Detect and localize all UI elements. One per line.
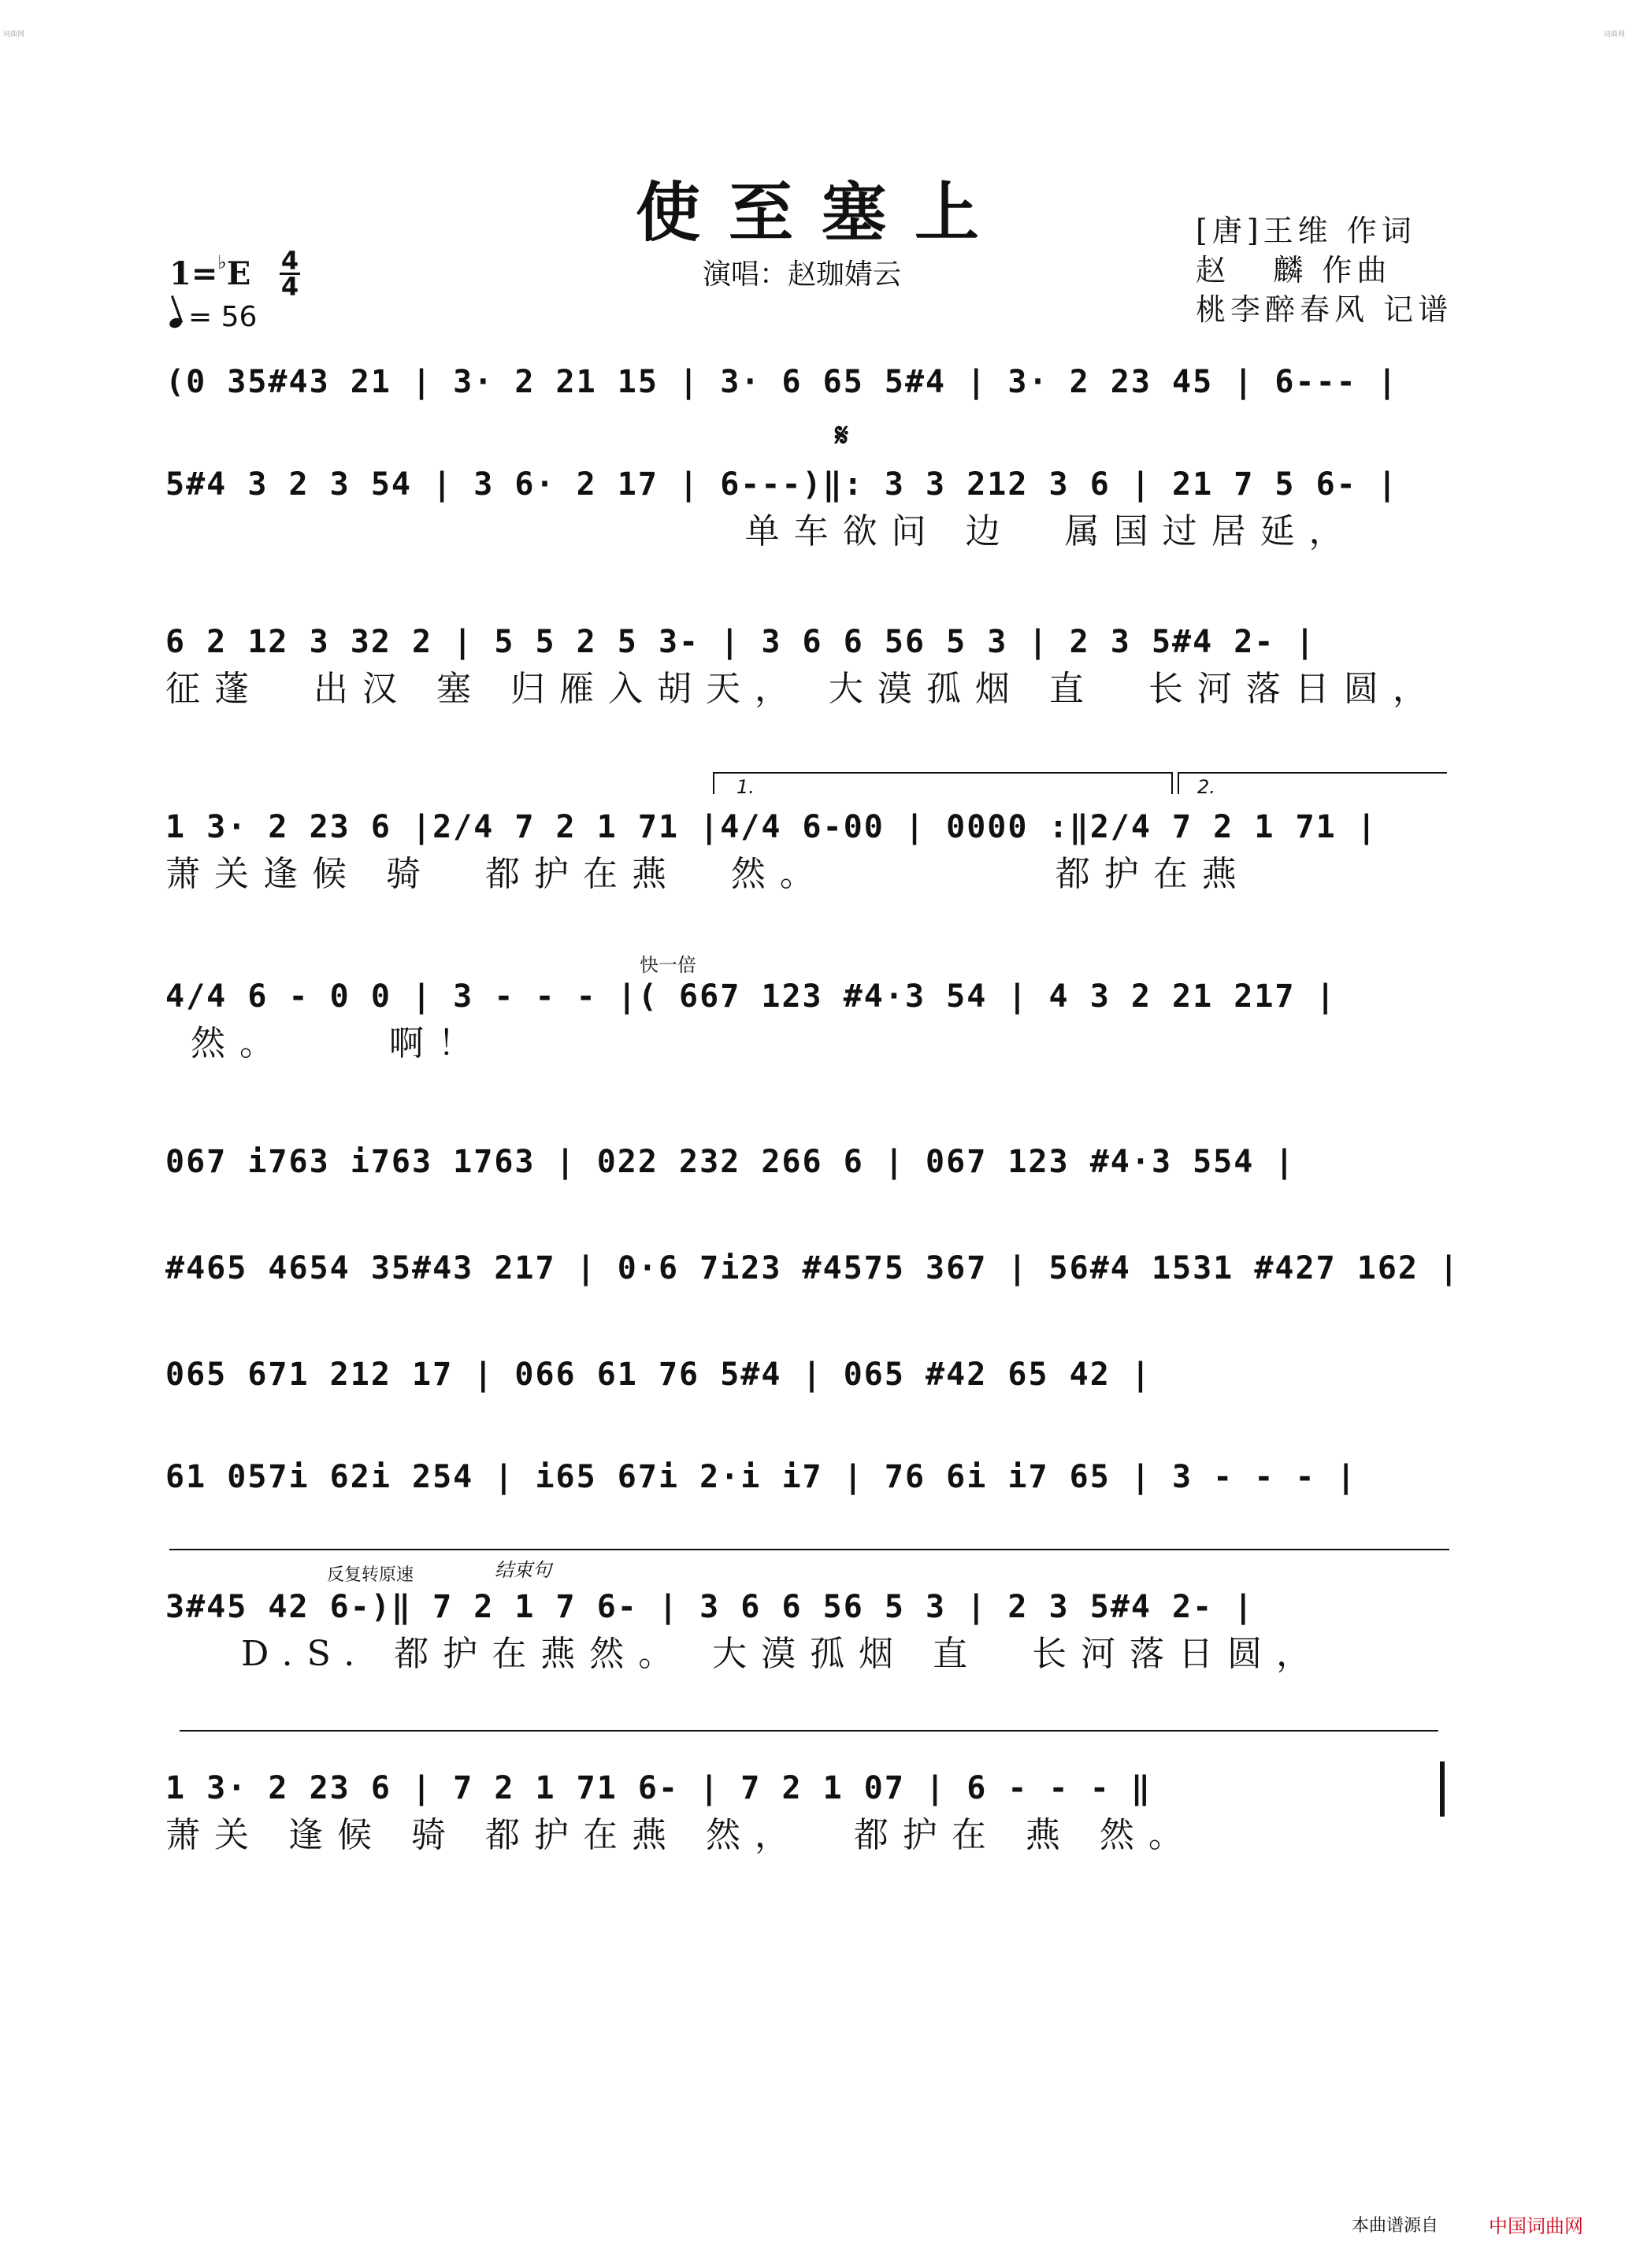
transcriber-credit: 桃李醉春风 记谱 xyxy=(1196,292,1453,327)
quarter-note-icon xyxy=(168,317,183,330)
staff-notes: 1 3· 2 23 6 | 7 2 1 71 6- | 7 2 1 07 | 6 - - - ‖ xyxy=(165,1770,1152,1806)
staff-notes: 4/4 6 - 0 0 | 3 - - - |( 667 123 #4·3 54 | 4 3 2 21 217 | xyxy=(165,978,1337,1015)
staff-lyrics: 萧关 逢候 骑 都护在燕 然， 都护在 燕 然。 xyxy=(165,1815,1197,1855)
staff-lyrics: 然。 啊！ xyxy=(165,1023,487,1063)
composer-credit: 赵 麟 作曲 xyxy=(1196,253,1392,288)
singer-credit: 演唱：赵珈婧云 xyxy=(703,258,902,291)
ending-phrase-label: 结束句 xyxy=(495,1559,551,1581)
tempo-marking xyxy=(169,301,257,333)
staff-notes: #465 4654 35#43 217 | 0·6 7i23 #4575 367 | 56#4 1531 #427 162 | xyxy=(165,1250,1460,1286)
segno-sign: 𝄋 xyxy=(835,418,849,454)
staff-7 xyxy=(165,1245,1460,1292)
staff-2 xyxy=(165,461,1449,555)
staff-notes: 6 2 12 3 32 2 | 5 5 2 5 3- | 3 6 6 56 5 3 | 2 3 5#4 2- | xyxy=(165,624,1316,660)
staff-notes: (0 35#43 21 | 3· 2 21 15 | 3· 6 65 5#4 | 3· 2 23 45 | 6--- | xyxy=(165,364,1398,400)
volta-bracket-2 xyxy=(1178,772,1447,794)
time-signature xyxy=(280,246,300,302)
tempo-value: = 56 xyxy=(188,301,258,333)
final-barline xyxy=(1440,1761,1445,1817)
staff-notes: 5#4 3 2 3 54 | 3 6· 2 17 | 6---)‖: 3 3 212 3 6 | 21 7 5 6- | xyxy=(165,466,1398,503)
staff-9 xyxy=(165,1453,1449,1501)
staff-1 xyxy=(165,358,1449,406)
staff-lyrics: D.S. 都护在燕然。 大漠孤烟 直 长河落日圆， xyxy=(165,1634,1326,1674)
staff-lyrics: 征蓬 出汉 塞 归雁入胡天， 大漠孤烟 直 长河落日圆， xyxy=(165,669,1441,709)
staff-lyrics: 萧关逢候 骑 都护在燕 然。 都护在燕 xyxy=(165,854,1251,894)
key-signature xyxy=(169,251,250,292)
key-note: E xyxy=(226,255,251,292)
staff-10 xyxy=(165,1583,1449,1678)
site-link[interactable]: 中国词曲网 xyxy=(1489,2215,1583,2237)
time-bottom: 4 xyxy=(280,272,299,302)
staff-5 xyxy=(165,973,1449,1067)
flat-sign: ♭ xyxy=(217,251,227,273)
volta-label-1: 1. xyxy=(736,776,755,798)
volta-label-2: 2. xyxy=(1197,776,1215,798)
key-label: 1= xyxy=(169,255,218,292)
source-label: 本曲谱源自 xyxy=(1352,2216,1439,2236)
song-title: 使至塞上 xyxy=(635,175,1007,251)
volta-bracket-1 xyxy=(713,772,1173,794)
staff-4 xyxy=(165,804,1449,898)
staff-notes: 61 057i 62i 254 | i65 67i 2·i i7 | 76 6i i7 65 | 3 - - - | xyxy=(165,1459,1357,1495)
repeat-tempo-note: 反复转原速 xyxy=(327,1565,414,1585)
credits-block xyxy=(1196,211,1452,329)
time-top: 4 xyxy=(280,246,299,276)
speed-marking: 快一倍 xyxy=(640,954,696,976)
staff-notes: 065 671 212 17 | 066 61 76 5#4 | 065 #42 65 42 | xyxy=(165,1357,1152,1393)
staff-notes: 067 i763 i763 1763 | 022 232 266 6 | 067 123 #4·3 554 | xyxy=(165,1144,1296,1180)
section-rule xyxy=(180,1730,1438,1732)
staff-6 xyxy=(165,1138,1449,1186)
staff-11 xyxy=(165,1765,1449,1859)
staff-lyrics: 单车欲问 边 属国过居延， xyxy=(165,511,1358,551)
edge-watermark-left: 词曲网 xyxy=(3,31,25,39)
section-rule xyxy=(169,1549,1449,1550)
lyricist-credit: [唐]王维 作词 xyxy=(1196,213,1416,248)
staff-notes: 3#45 42 6-)‖ 7 2 1 7 6- | 3 6 6 56 5 3 | 2 3 5#4 2- | xyxy=(165,1589,1255,1625)
edge-watermark-right: 词曲网 xyxy=(1604,31,1625,39)
staff-8 xyxy=(165,1351,1449,1398)
staff-3 xyxy=(165,618,1449,713)
staff-notes: 1 3· 2 23 6 |2/4 7 2 1 71 |4/4 6-00 | 0000 :‖2/4 7 2 1 71 | xyxy=(165,809,1378,845)
